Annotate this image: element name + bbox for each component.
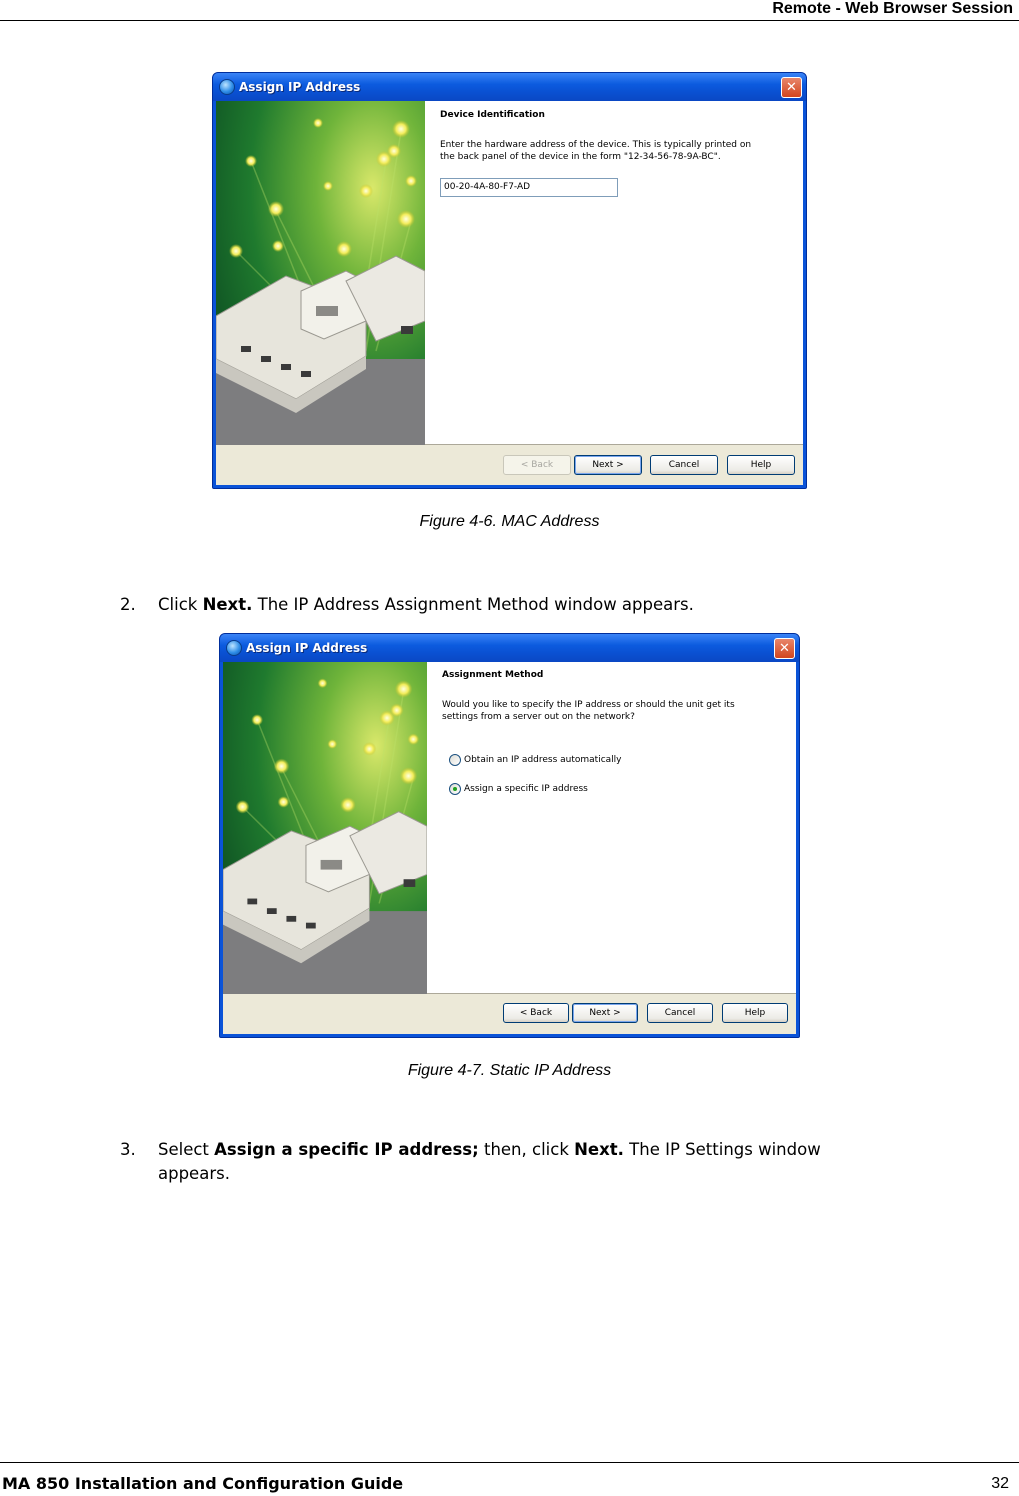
footer-guide-title: MA 850 Installation and Configuration Guide xyxy=(2,1474,404,1493)
fiber-optics-devices-illustration xyxy=(223,662,427,994)
content-pane xyxy=(425,101,803,445)
help-button[interactable]: Help xyxy=(727,455,795,475)
step-number: 3. xyxy=(120,1140,136,1159)
dialog-client xyxy=(216,101,803,485)
step-text-post: The IP Settings window appears. xyxy=(158,1140,821,1183)
step-emphasis-option: Assign a specific IP address; xyxy=(214,1140,479,1159)
radio-selected-dot xyxy=(453,787,457,791)
close-icon: ✕ xyxy=(779,641,790,656)
assign-ip-dialog-mac xyxy=(212,72,807,489)
header-divider xyxy=(0,20,1019,21)
step-text xyxy=(158,1138,838,1186)
cancel-button[interactable]: Cancel xyxy=(650,455,718,475)
step-text xyxy=(158,593,858,617)
network-globe-icon xyxy=(219,79,235,95)
dialog-titlebar xyxy=(213,73,806,101)
radio-label: Assign a specific IP address xyxy=(464,784,588,794)
step-text-post: The IP Address Assignment Method window appears. xyxy=(252,595,694,614)
step-number: 2. xyxy=(120,595,136,614)
instruction-text: Enter the hardware address of the device. This is typically printed on the back panel of the device in the form "12-34-56-78-9A-BC". xyxy=(440,140,752,162)
page-header-title: Remote - Web Browser Session xyxy=(772,0,1013,17)
next-button[interactable]: Next > xyxy=(574,455,642,475)
dialog-title: Assign IP Address xyxy=(246,641,368,655)
radio-button-icon xyxy=(449,783,461,795)
assign-ip-dialog-method xyxy=(219,633,800,1038)
figure-caption: Figure 4-7. Static IP Address xyxy=(407,1062,612,1079)
section-title: Device Identification xyxy=(440,110,545,120)
close-icon: ✕ xyxy=(786,80,797,95)
cancel-button[interactable]: Cancel xyxy=(647,1003,713,1023)
next-button[interactable]: Next > xyxy=(572,1003,638,1023)
dialog-title: Assign IP Address xyxy=(239,80,361,94)
close-button[interactable] xyxy=(774,638,795,659)
help-button[interactable]: Help xyxy=(722,1003,788,1023)
button-bar xyxy=(223,994,796,1034)
close-button[interactable] xyxy=(781,77,802,98)
figure-caption: Figure 4-6. MAC Address xyxy=(419,513,600,530)
instruction-text: Would you like to specify the IP address or should the unit get its settings from a server out on the network? xyxy=(442,700,735,722)
page-number: 32 xyxy=(991,1475,1009,1492)
step-text-pre: Select xyxy=(158,1140,215,1159)
button-bar xyxy=(216,445,803,485)
step-emphasis: Next. xyxy=(202,595,253,614)
footer-divider xyxy=(0,1462,1019,1463)
dialog-titlebar xyxy=(220,634,799,662)
back-button[interactable]: < Back xyxy=(503,455,571,475)
step-text-mid: then, click xyxy=(478,1140,575,1159)
content-pane xyxy=(427,662,796,994)
section-title: Assignment Method xyxy=(442,670,544,680)
radio-button-icon xyxy=(449,754,461,766)
banner-image xyxy=(223,662,427,994)
mac-address-input[interactable]: 00-20-4A-80-F7-AD xyxy=(440,178,618,197)
dialog-client xyxy=(223,662,796,1034)
network-globe-icon xyxy=(226,640,242,656)
banner-image xyxy=(216,101,425,445)
step-text-pre: Click xyxy=(158,595,203,614)
back-button[interactable]: < Back xyxy=(503,1003,569,1023)
radio-label: Obtain an IP address automatically xyxy=(464,755,622,765)
step-emphasis-next: Next. xyxy=(574,1140,624,1159)
fiber-optics-devices-illustration xyxy=(216,101,425,445)
